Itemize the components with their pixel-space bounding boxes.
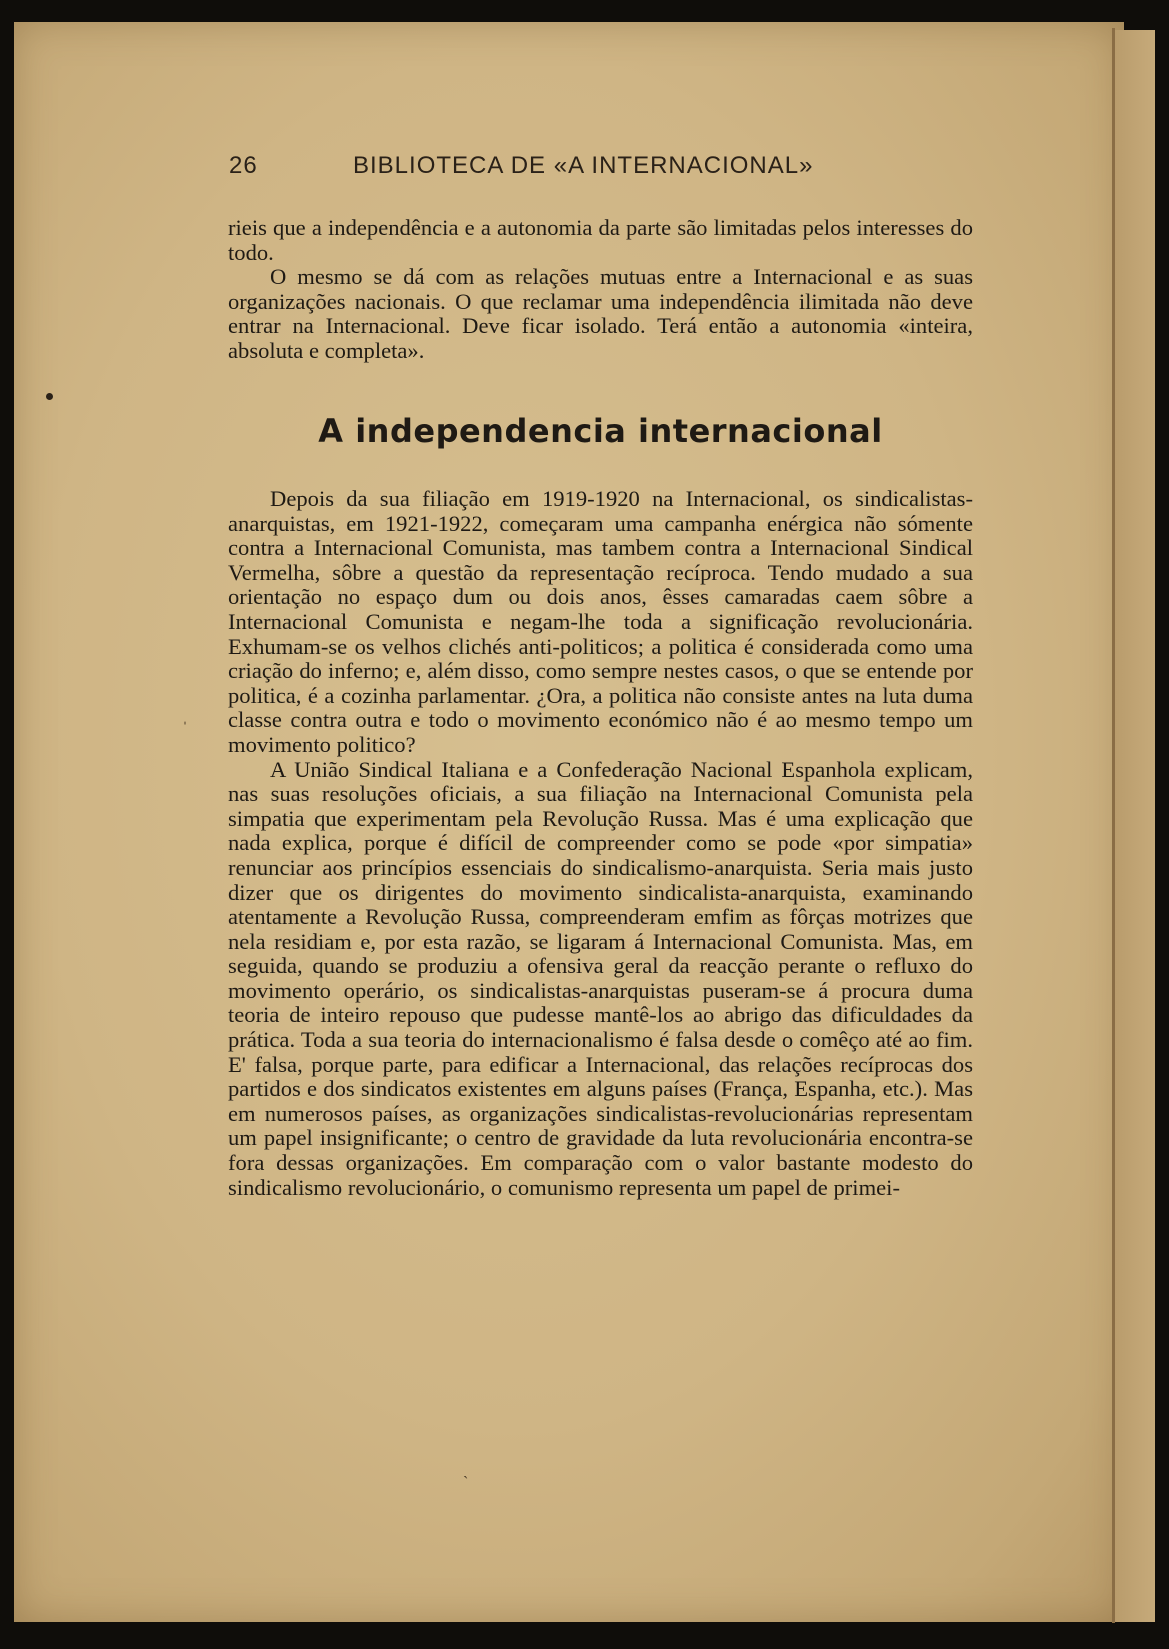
ink-speck bbox=[46, 393, 53, 400]
section-title: A independencia internacional bbox=[318, 412, 883, 450]
running-head bbox=[229, 152, 879, 188]
next-page-edge bbox=[1115, 30, 1155, 1622]
top-text-block bbox=[228, 216, 973, 364]
page-number: 26 bbox=[229, 152, 258, 179]
paragraph: A União Sindical Italiana e a Confederação Nacional Espanhola explicam, nas suas resoluções oficiais, a sua filiação na Internacional Comunista pela simpatia que experimentam pela Revolução Russa. Mas é uma explicação que nada explica, porque é difícil de compreender como se pode «por simpatia» renunciar aos princípios essenciais do sindicalismo-anarquista. Seria mais justo dizer que os dirigentes do movimento sindicalista-anarquista, examinando atentamente a Revolução Russa, compreenderam emfim as fôrças motrizes que nela residiam e, por esta razão, se ligaram á Internacional Comunista. Mas, em seguida, quando se produziu a ofensiva geral da reacção perante o refluxo do movimento operário, os sindicalistas-anarquistas puseram-se á procura duma teoria de inteiro repouso que pudesse mantê-los ao abrigo das dificuldades da prática. Toda a sua teoria do internacionalismo é falsa desde o comêço até ao fim. E' falsa, porque parte, para edificar a Internacional, das relações recíprocas dos partidos e dos sindicatos existentes em alguns países (França, Espanha, etc.). Mas em numerosos países, as organizações sindicalistas-revolucionárias representam um papel insignificante; o centro de gravidade da luta revolucionária encontra-se fora dessas organizações. Em comparação com o valor bastante modesto do sindicalismo revolucionário, o comunismo representa um papel de primei- bbox=[228, 756, 973, 1200]
section-text-block bbox=[228, 487, 973, 1200]
paragraph-continuation: rieis que a independência e a autonomia da parte são limitadas pelos interesses do todo. bbox=[228, 215, 973, 265]
margin-tick-mark: ˏ bbox=[463, 1462, 469, 1479]
paragraph: Depois da sua filiação em 1919-1920 na Internacional, os sindicalistas-anarquistas, em 1921-1922, começaram uma campanha enérgica não sómente contra a Internacional Comunista, mas tambem contra a Internacional Sindical Vermelha, sôbre a questão da representação recíproca. Tendo mudado a sua orientação no espaço dum ou dois anos, êsses camaradas caem sôbre a Internacional Comunista e negam-lhe toda a significação revolucionária. Exhumam-se os velhos clichés anti-politicos; a politica é considerada como uma criação do inferno; e, além disso, como sempre nestes casos, o que se entende por politica, é a cozinha parlamentar. ¿Ora, a politica não consiste antes na luta duma classe contra outra e todo o movimento económico não é ao mesmo tempo um movimento politico? bbox=[228, 486, 973, 757]
paragraph: O mesmo se dá com as relações mutuas entre a Internacional e as suas organizações nacionais. O que reclamar uma independência ilimitada não deve entrar na Internacional. Deve ficar isolado. Terá então a autonomia «inteira, absoluta e completa». bbox=[228, 264, 973, 363]
margin-tick-mark: ˈ bbox=[182, 718, 188, 738]
series-title: BIBLIOTECA DE «A INTERNACIONAL» bbox=[353, 152, 814, 179]
